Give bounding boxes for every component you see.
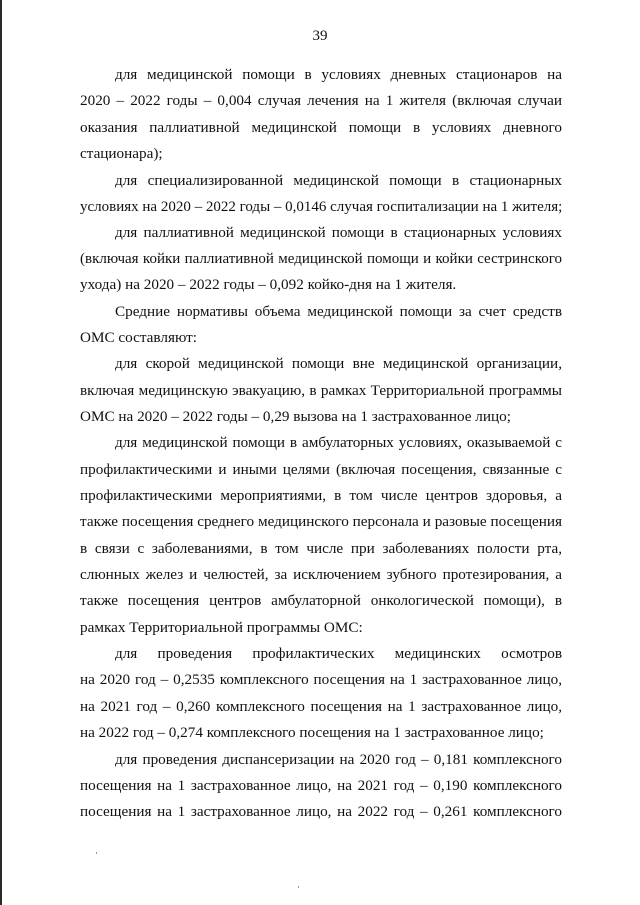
text-line: (включая койки паллиативной медицинской помощи и койки сестринского (80, 251, 562, 267)
text-line: Средние нормативы объема медицинской помощи за счет средств (115, 303, 562, 320)
text-line: также посещения среднего медицинского персонала и разовые посещения (80, 513, 562, 530)
text-line: для специализированной медицинской помощи в стационарных (115, 172, 562, 189)
text-line: посещения на 1 застрахованное лицо, на 2022 год – 0,261 комплексного (80, 803, 562, 820)
text-line: для проведения профилактических медицинских осмотров (115, 645, 562, 662)
text-line: для медицинской помощи в условиях дневных стационаров на (115, 66, 562, 83)
text-line: на 2022 год – 0,274 комплексного посещения на 1 застрахованное лицо; (80, 724, 544, 741)
text-line: слюнных желез и челюстей, за исключением зубного протезирования, а (80, 566, 562, 583)
text-line: посещения на 1 застрахованное лицо, на 2021 год – 0,190 комплексного (80, 777, 562, 794)
text-line: профилактическими мероприятиями, в том числе центров здоровья, а (80, 487, 562, 504)
text-line: также посещения центров амбулаторной онкологической помощи), в (80, 592, 562, 609)
text-line: условиях на 2020 – 2022 годы – 0,0146 случая госпитализации на 1 жителя; (80, 199, 563, 215)
text-line: на 2020 год – 0,2535 комплексного посещения на 1 застрахованное лицо, (80, 671, 562, 688)
text-line: профилактическими и иными целями (включая посещения, связанные с (80, 461, 562, 478)
text-line: для скорой медицинской помощи вне медицинской организации, (115, 355, 562, 372)
text-line: для паллиативной медицинской помощи в стационарных условиях (115, 224, 562, 241)
text-line: для медицинской помощи в амбулаторных условиях, оказываемой с (115, 434, 562, 451)
text-line: на 2021 год – 0,260 комплексного посещения на 1 застрахованное лицо, (80, 698, 562, 715)
text-line: ОМС на 2020 – 2022 годы – 0,29 вызова на 1 застрахованное лицо; (80, 408, 511, 425)
text-line: в связи с заболеваниями, в том числе при заболеваниях полости рта, (80, 540, 562, 557)
text-line: включая медицинскую эвакуацию, в рамках Территориальной программы (80, 382, 562, 399)
text-line: рамках Территориальной программы ОМС: (80, 619, 363, 636)
text-line: 2020 – 2022 годы – 0,004 случая лечения на 1 жителя (включая случаи (80, 92, 562, 109)
scan-speck (96, 852, 97, 854)
text-line: стационара); (80, 145, 163, 162)
text-line: ухода) на 2020 – 2022 годы – 0,092 койко-дня на 1 жителя. (80, 276, 457, 293)
text-line: для проведения диспансеризации на 2020 год – 0,181 комплексного (115, 751, 562, 768)
text-line: оказания паллиативной медицинской помощи в условиях дневного (80, 119, 562, 136)
scan-speck (298, 886, 299, 888)
page-number: 39 (312, 28, 328, 44)
text-line: ОМС составляют: (80, 329, 197, 346)
scan-edge (0, 0, 2, 905)
